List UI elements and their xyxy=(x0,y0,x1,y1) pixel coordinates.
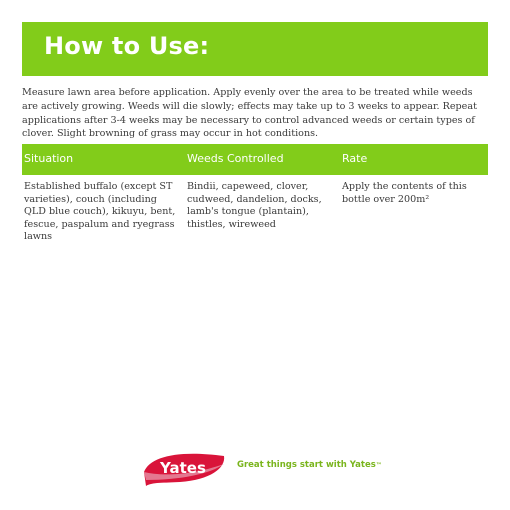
column-header-weeds-controlled: Weeds Controlled xyxy=(187,152,284,165)
footer xyxy=(140,450,382,486)
cell-rate: Apply the contents of this bottle over 200m² xyxy=(342,181,467,205)
yates-logo xyxy=(140,450,228,486)
column-header-situation: Situation xyxy=(24,152,74,165)
tagline-text: Great things start with Yates xyxy=(237,460,376,470)
column-header-rate: Rate xyxy=(342,152,368,165)
trademark-symbol: ™ xyxy=(375,462,382,469)
header-banner xyxy=(22,22,488,76)
cell-situation: Established buffalo (except ST varieties), couch (including QLD blue couch), kikuyu, bent, fescue, paspalum and ryegrass lawns xyxy=(24,181,176,243)
cell-weeds-controlled: Bindii, capeweed, clover, cudweed, dandelion, docks, lamb's tongue (plantain), thistles, wireweed xyxy=(187,181,322,230)
page-title: How to Use: xyxy=(44,32,210,60)
tagline xyxy=(237,460,382,470)
table-header-row xyxy=(22,144,488,175)
logo-wordmark: Yates xyxy=(160,459,206,477)
instructions-paragraph: Measure lawn area before application. Apply evenly over the area to be treated while weeds are actively growing. Weeds will die slowly; effects may take up to 3 weeks to appear. Repeat applications after 3-4 weeks may be necessary to control advanced weeds or certain types of clover. Slight browning of grass may occur in hot conditions. xyxy=(22,87,477,140)
